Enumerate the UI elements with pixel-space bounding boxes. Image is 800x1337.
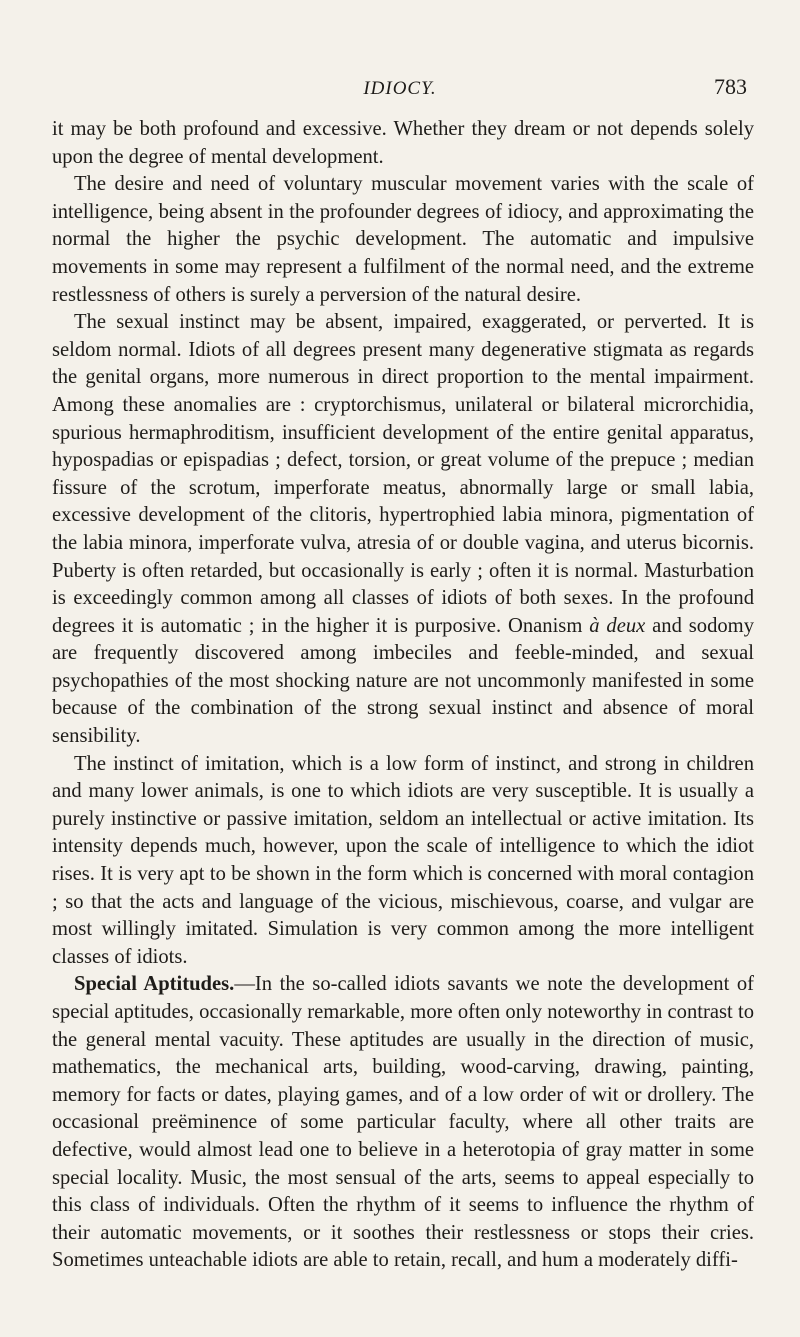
- special-aptitudes-text: —In the so-called idiots savants we note the development of special aptitudes, occasionally remarkable, more often only noteworthy in contrast to the general mental vacuity. These aptitudes are usually in the direction of music, mathematics, the mechanical arts, building, wood-carving, drawing, painting, memory for facts or dates, playing games, and of a low order of wit or drollery. The occasional preëminence of some particular faculty, where all other traits are defective, would almost lead one to believe in a heterotopia of gray matter in some special locality. Music, the most sensual of the arts, seems to appeal especially to this class of individuals. Often the rhythm of it seems to influence the rhythm of their automatic movements, or it soothes their restlessness or stops their cries. Sometimes unteachable idiots are able to retain, recall, and hum a moderately diffi-: [52, 973, 754, 1272]
- page-number: 783: [714, 74, 747, 99]
- section-heading-special-aptitudes: Special Aptitudes.: [74, 973, 235, 996]
- body-text: [52, 116, 754, 1275]
- sexual-instinct-text-start: The sexual instinct may be absent, impaired, exaggerated, or perverted. It is seldom normal. Idiots of all degrees present many degenerative stigmata as regards the genital organs, more numerous in direct proportion to the mental impairment. Among these anomalies are : cryptorchismus, unilateral or bilateral microrchidia, spurious hermaphroditism, insufficient development of the entire genital apparatus, hypospadias or epispadias ; defect, torsion, or great volume of the prepuce ; median fissure of the scrotum, imperforate meatus, abnormally large or small labia, excessive development of the clitoris, hypertrophied labia minora, pigmentation of the labia minora, imperforate vulva, atresia of or double vagina, and uterus bicornis. Puberty is often retarded, but occasionally is early ; often it is normal. Masturbation is exceedingly common among all classes of idiots of both sexes. In the profound degrees it is automatic ; in the higher it is purposive. Onanism: [52, 311, 754, 637]
- italic-phrase: à deux: [589, 614, 646, 637]
- paragraph-special-aptitudes: [52, 971, 754, 1275]
- sexual-instinct-text-end: and sodomy are frequently discovered among imbeciles and feeble-minded, and sexual psychopathies of the most shocking nature are not uncommonly manifested in some because of the combination of the strong sexual instinct and absence of moral sensibility.: [52, 614, 754, 748]
- paragraph-imitation: The instinct of imitation, which is a low form of instinct, and strong in children and many lower animals, is one to which idiots are very susceptible. It is usually a purely instinctive or passive imitation, seldom an intellectual or active imitation. Its intensity depends much, however, upon the scale of intelligence to which the idiot rises. It is very apt to be shown in the form which is concerned with moral contagion ; so that the acts and language of the vicious, mischievous, coarse, and vulgar are most willingly imitated. Simulation is very common among the more intelligent classes of idiots.: [52, 752, 754, 968]
- paragraph-sexual-instinct: [52, 309, 754, 751]
- paragraph-dreams: it may be both profound and excessive. Whether they dream or not depends solely upon the degree of mental development.: [52, 118, 754, 168]
- running-title: IDIOCY.: [363, 78, 437, 99]
- paragraph-muscular-movement: The desire and need of voluntary muscular movement varies with the scale of intelligence, being absent in the profounder degrees of idiocy, and approximating the normal the higher the psychic development. The automatic and impulsive movements in some may represent a fulfilment of the normal need, and the extreme restlessness of others is surely a perversion of the natural desire.: [52, 173, 754, 306]
